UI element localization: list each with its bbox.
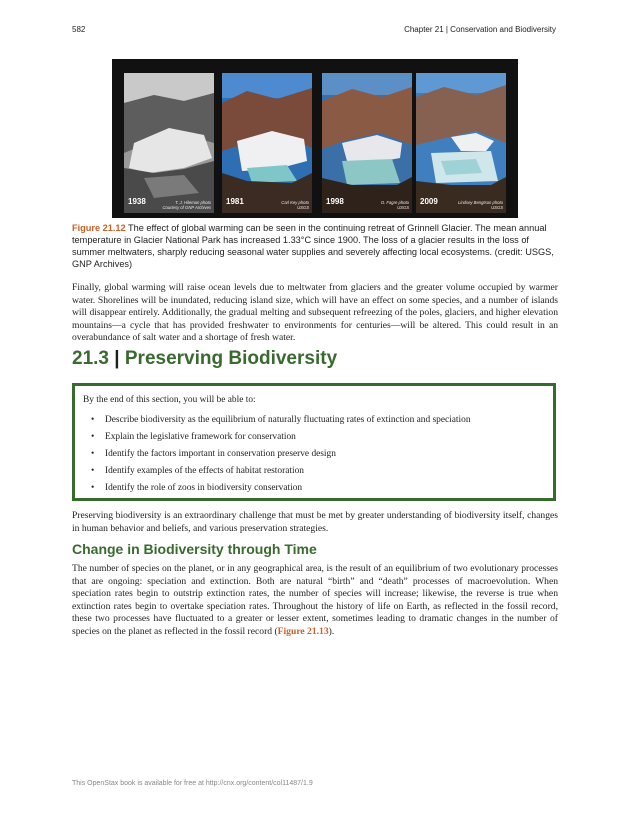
figure-caption-text: The effect of global warming can be seen in the continuing retreat of Grinnell Glacier. The mean annual temperature in Glacier National Park has increased 1.33°C since 1900. The loss of a glacier results in the loss of summer meltwaters, sharply reducing seasonal water supplies and severely affecting local ecosystems. (credit: USGS, GNP Archives)	[72, 223, 554, 269]
page-footer: This OpenStax book is available for free at http://cnx.org/content/col11487/1.9	[72, 780, 313, 787]
photo-panel-2009	[416, 73, 506, 213]
photo-panel-1938	[124, 73, 214, 213]
photo-credit: Carl Key photo USGS	[281, 200, 309, 210]
photo-year-label: 1938	[128, 197, 146, 206]
objective-item: • Identify the factors important in conservation preserve design	[91, 449, 336, 459]
glacier-photo-1981	[222, 73, 312, 213]
photo-year-label: 1981	[226, 197, 244, 206]
figure-caption-label: Figure 21.12	[72, 223, 126, 233]
figure-glacier-photos	[112, 59, 518, 218]
glacier-photo-1938	[124, 73, 214, 213]
objective-item: • Explain the legislative framework for conservation	[91, 432, 296, 442]
subsection-heading: Change in Biodiversity through Time	[72, 541, 317, 557]
section-separator: |	[114, 348, 120, 369]
learning-objectives-box	[72, 383, 556, 501]
section-heading	[72, 348, 337, 370]
glacier-photo-2009	[416, 73, 506, 213]
intro-paragraph: Finally, global warming will raise ocean levels due to meltwater from glaciers and the greater volume occupied by warmer water. Shorelines will be inundated, reducing island size, which will have an effect on some species, and a number of islands will disappear entirely. Additionally, the gradual melting and subsequent refreezing of the poles, glaciers, and higher elevation mountains—a cycle that has provided freshwater to environments for centuries—will be altered. This could result in an overabundance of salt water and a shortage of fresh water.	[72, 282, 558, 344]
objective-item: • Identify the role of zoos in biodiversity conservation	[91, 483, 303, 493]
photo-panel-1998	[322, 73, 412, 213]
glacier-photo-1998	[322, 73, 412, 213]
objective-item: • Describe biodiversity as the equilibrium of naturally fluctuating rates of extinction and speciation	[91, 415, 471, 425]
photo-credit: Lindsey Bengtson photo USGS	[458, 200, 503, 210]
photo-credit: D. Fagre photo USGS	[381, 200, 409, 210]
objectives-list	[83, 412, 471, 497]
preserving-paragraph: Preserving biodiversity is an extraordinary challenge that must be met by greater understanding of biodiversity itself, changes in human behavior and beliefs, and various preservation strategies.	[72, 510, 558, 534]
section-title: Preserving Biodiversity	[124, 348, 338, 369]
photo-panel-1981	[222, 73, 312, 213]
change-paragraph: The number of species on the planet, or in any geographical area, is the result of an equilibrium of two evolutionary processes that are ongoing: speciation and extinction. Both are natural “birth” and “death” processes of macroevolution. When speciation rates begin to outstrip extinction rates, the number of species will increase; likewise, the reverse is true when extinction rates begin to overtake speciation rates. Throughout the history of life on Earth, as reflected in the fossil record, these two processes have fluctuated to a greater or lesser extent, sometimes leading to dramatic changes in the number of species on the planet as reflected in the fossil record (Figure 21.13).	[72, 563, 558, 637]
page-number: 582	[72, 25, 86, 34]
photo-credit: T. J. Hileman photo Courtesy of GNP Archives	[162, 200, 211, 210]
photo-year-label: 2009	[420, 197, 438, 206]
section-number: 21.3	[72, 348, 109, 369]
figure-21-13-link[interactable]: Figure 21.13	[277, 625, 329, 637]
objectives-intro: By the end of this section, you will be able to:	[83, 395, 256, 405]
photo-year-label: 1998	[326, 197, 344, 206]
objective-item: • Identify examples of the effects of habitat restoration	[91, 466, 304, 476]
running-head: Chapter 21 | Conservation and Biodiversity	[404, 25, 556, 34]
figure-caption	[72, 222, 558, 270]
